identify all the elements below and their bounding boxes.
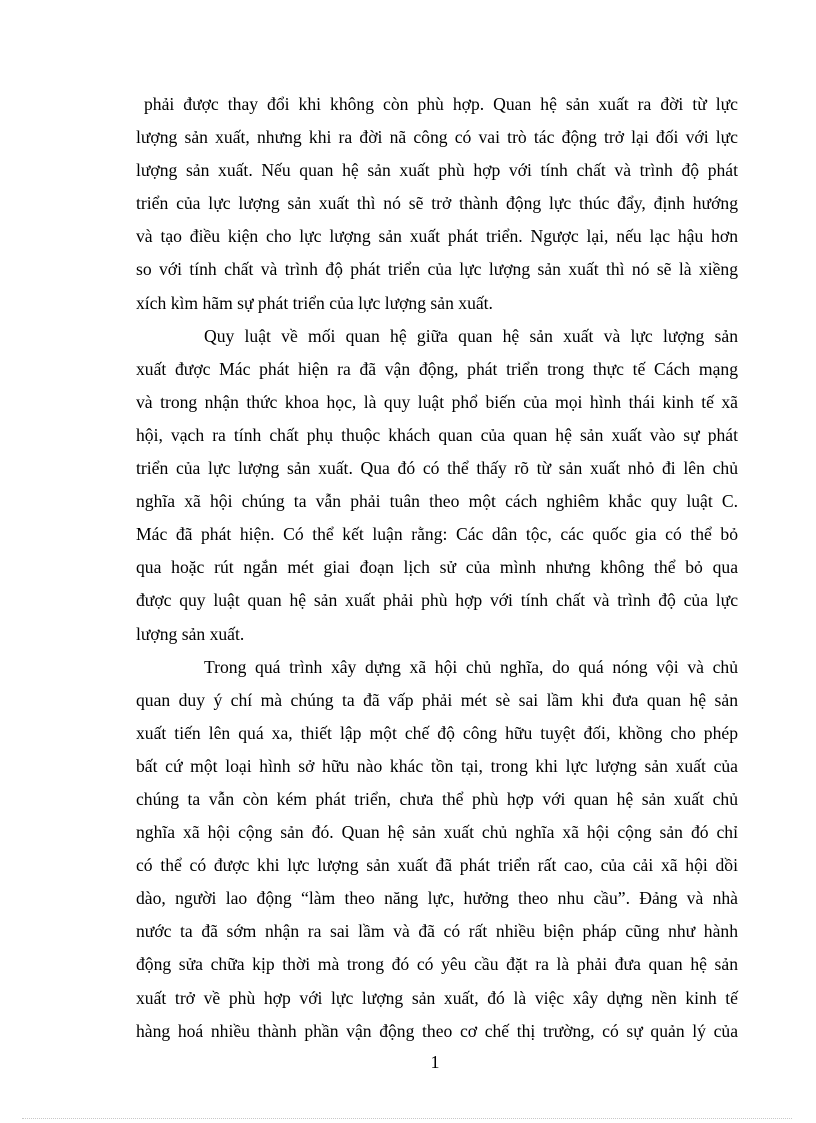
text-line: hàng hoá nhiều thành phần vận động theo cơ chế thị trường, có sự quản lý của (136, 1020, 738, 1041)
text-line: và tạo điều kiện cho lực lượng sản xuất phát triển. Ngược lại, nếu lạc hậu hơn (136, 226, 738, 247)
text-line: và trong nhận thức khoa học, là quy luật phổ biến của mọi hình thái kinh tế xã (136, 391, 738, 412)
text-line: nghĩa xã hội chúng ta vẫn phải tuân theo một cách nghiêm khắc quy luật C. (136, 491, 738, 512)
page-number: 1 (430, 1052, 440, 1072)
text-line: xuất được Mác phát hiện ra đã vận động, phát triển trong thực tế Cách mạng (136, 358, 738, 379)
text-line: bất cứ một loại hình sở hữu nào khác tồn tại, trong khi lực lượng sản xuất của (136, 755, 738, 776)
text-line: phải được thay đổi khi không còn phù hợp. Quan hệ sản xuất ra đời từ lực (144, 94, 738, 114)
text-line: xích kìm hãm sự phát triển của lực lượng sản xuất. (136, 292, 493, 313)
text-line: chúng ta vẫn còn kém phát triển, chưa thể phù hợp với quan hệ sản xuất chủ (136, 788, 738, 809)
text-line: xuất tiến lên quá xa, thiết lập một chế độ công hữu tuyệt đối, khồng cho phép (136, 722, 738, 743)
text-line: nghĩa xã hội cộng sản đó. Quan hệ sản xuất chủ nghĩa xã hội cộng sản đó chỉ (136, 822, 738, 843)
body-text (136, 88, 738, 1048)
text-line: Trong quá trình xây dựng xã hội chủ nghĩa, do quá nóng vội và chủ (204, 656, 738, 677)
text-line: qua hoặc rút ngắn mét giai đoạn lịch sử của mình nhưng không thể bỏ qua (136, 557, 738, 578)
text-line: Quy luật về mối quan hệ giữa quan hệ sản xuất và lực lượng sản (204, 325, 738, 346)
text-line: được quy luật quan hệ sản xuất phải phù hợp với tính chất và trình độ của lực (136, 590, 738, 611)
text-line: hội, vạch ra tính chất phụ thuộc khách quan của quan hệ sản xuất vào sự phát (136, 424, 738, 445)
text-line: lượng sản xuất, nhưng khi ra đời nã công có vai trò tác động trở lại đối với lực (136, 127, 738, 148)
text-line: triển của lực lượng sản xuất thì nó sẽ trở thành động lực thúc đẩy, định hướng (136, 193, 738, 214)
text-line: so với tính chất và trình độ phát triển của lực lượng sản xuất thì nó sẽ là xiềng (136, 259, 738, 280)
text-line: xuất trở về phù hợp với lực lượng sản xuất, đó là việc xây dựng nền kinh tế (136, 987, 738, 1008)
page-bottom-border (22, 1118, 792, 1119)
text-line: động sửa chữa kịp thời mà trong đó có yêu cầu đặt ra là phải đưa quan hệ sản (136, 954, 738, 975)
text-line: Mác đã phát hiện. Có thể kết luận rằng: Các dân tộc, các quốc gia có thể bỏ (136, 524, 738, 545)
text-line: lượng sản xuất. Nếu quan hệ sản xuất phù hợp với tính chất và trình độ phát (136, 160, 738, 181)
text-line: nước ta đã sớm nhận ra sai lầm và đã có rất nhiều biện pháp cũng như hành (136, 921, 738, 942)
text-line: dào, người lao động “làm theo năng lực, hưởng theo nhu cầu”. Đảng và nhà (136, 888, 738, 909)
text-line: có thể có được khi lực lượng sản xuất đã phát triển rất cao, của cải xã hội dồi (136, 855, 738, 876)
text-line: triển của lực lượng sản xuất. Qua đó có thể thấy rõ từ sản xuất nhỏ đi lên chủ (136, 458, 738, 479)
text-line: quan duy ý chí mà chúng ta đã vấp phải mét sè sai lầm khi đưa quan hệ sản (136, 689, 738, 710)
text-line: lượng sản xuất. (136, 623, 245, 644)
